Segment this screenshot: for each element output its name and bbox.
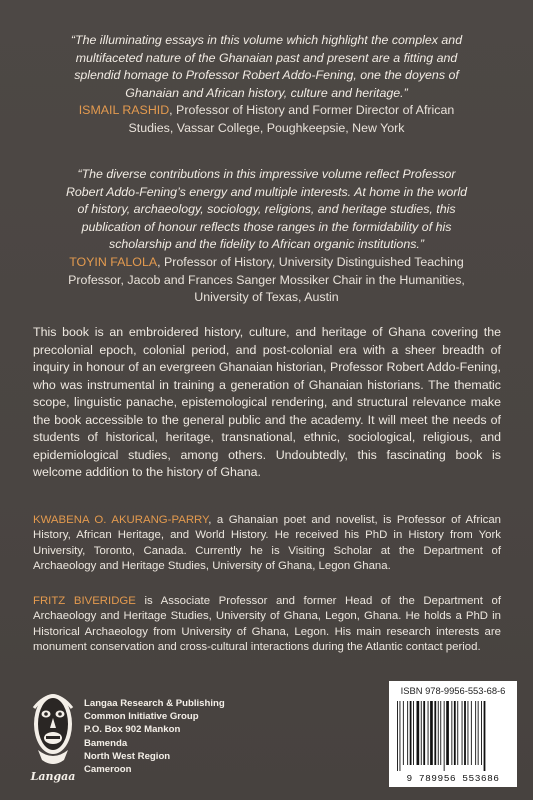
barcode-bar [457, 701, 458, 765]
affiliation-line: Studies, Vassar College, Poughkeepsie, New York [128, 120, 405, 135]
barcode-bar [407, 701, 408, 765]
quote-line: Robert Addo-Fening’s energy and multiple interests. At home in the world [65, 184, 468, 199]
author-bio-biveridge [33, 594, 501, 655]
barcode-bar [400, 701, 401, 771]
publisher-address [84, 697, 225, 776]
barcode-bar [444, 701, 445, 771]
barcode-bar [454, 701, 456, 765]
barcode-icon [395, 701, 511, 771]
barcode-bar [440, 701, 441, 765]
barcode-bar [462, 701, 463, 765]
affiliation-line: Professor, Jacob and Frances Sanger Mossiker Chair in the Humanities, [68, 272, 465, 287]
barcode-bar [468, 701, 469, 765]
barcode-bar [434, 701, 436, 765]
barcode-digits: 9 789956 553686 [406, 773, 500, 784]
barcode-bar [397, 701, 398, 771]
barcode-bar [421, 701, 422, 765]
barcode-bar [471, 701, 472, 765]
barcode-bar [430, 701, 433, 765]
barcode-bar [410, 701, 412, 765]
affiliation-line: , Professor of History, University Distinguished Teaching [157, 254, 464, 269]
quote-line: of history, archaeology, sociology, religions, and heritage studies, this [77, 202, 456, 217]
barcode-bar [417, 701, 420, 765]
author-bio-text: , a Ghanaian poet and novelist, is Professor of African History, African Heritage, and World History. He received his PhD in History from York University, Toronto, Canada. Currently he is Visiting Scholar at the Department of Archaeology and Heritage Studies, University of Ghana, Legon Ghana. [33, 514, 502, 572]
isbn-label: ISBN 978-9956-553-68-6 [400, 685, 506, 696]
barcode-bar [481, 701, 482, 765]
logo-wordmark: Langaa [30, 770, 76, 783]
endorsement-quote [22, 166, 511, 254]
barcode-bar [403, 701, 404, 765]
barcode-bar [438, 701, 439, 765]
endorsement-attribution [22, 254, 511, 307]
langaa-logo [30, 688, 76, 788]
publisher-line: Bamenda [84, 737, 128, 749]
barcode-bar [428, 701, 429, 765]
endorser-name: ISMAIL RASHID [78, 103, 170, 118]
publisher-line: Common Initiative Group [84, 711, 199, 723]
publisher-line: P.O. Box 902 Mankon [84, 724, 181, 736]
quote-line: Ghanaian and African history, culture and heritage.” [125, 85, 408, 100]
endorsement-rashid [22, 32, 511, 138]
book-blurb: This book is an embroidered history, culture, and heritage of Ghana covering the precolonial epoch, colonial period, and post-colonial era with a sheer breadth of inquiry in honour of an evergreen Ghanaian historian, Professor Robert Addo-Fening, who was instrumental in training a generation of Ghanaian historians. The thematic scope, linguistic panache, epistemological rendering, and structural relevance make the book accessible to the general public and the academy. It will meet the needs of students of historical, heritage, transnational, ethnic, sociological, religious, and epidemiological studies, among others. Undoubtedly, this fascinating book is welcome addition to the history of Ghana. [33, 325, 501, 479]
barcode-bar [484, 701, 486, 771]
isbn-barcode-box [389, 681, 517, 787]
barcode-bar [464, 701, 466, 765]
quote-line: publication of honour reflects those ranges in the formidability of his [81, 219, 452, 234]
publisher-line: Cameroon [84, 764, 132, 776]
endorsement-falola [22, 166, 511, 307]
barcode-bar [413, 701, 414, 765]
quote-line: splendid homage to Professor Robert Addo-Fening, one the doyens of [74, 68, 459, 83]
author-name: FRITZ BIVERIDGE [33, 595, 136, 607]
barcode-bar [475, 701, 476, 765]
quote-line: scholarship and the fidelity to African organic institutions.” [109, 237, 424, 252]
barcode-bar [446, 701, 449, 765]
quote-line: “The diverse contributions in this impressive volume reflect Professor [77, 167, 456, 181]
publisher-line: Langaa Research & Publishing [84, 698, 225, 709]
endorsement-quote [22, 32, 511, 102]
endorsement-attribution [22, 102, 511, 137]
author-bio-akurang-parry [33, 513, 501, 574]
quote-line: “The illuminating essays in this volume which highlight the complex and [70, 33, 463, 47]
barcode-bar [478, 701, 479, 765]
quote-line: multifaceted nature of the Ghanaian past and present are a fitting and [75, 50, 458, 65]
affiliation-line: University of Texas, Austin [194, 290, 339, 305]
author-name: KWABENA O. AKURANG-PARRY [33, 514, 209, 526]
publisher-line: North West Region [84, 750, 171, 762]
affiliation-line: , Professor of History and Former Director of African [169, 103, 455, 118]
author-bio-text: is Associate Professor and former Head of the Department of Archaeology and Heritage Studies, University of Ghana, Legon, Ghana. He holds a PhD in Historical Archaeology from University of Ghana, Legon. His main research interests are monument conservation and cross-cultural interactions during the Atlantic contact period. [33, 595, 501, 653]
barcode-bar [423, 701, 425, 765]
barcode-bar [451, 701, 452, 765]
endorser-name: TOYIN FALOLA [69, 254, 158, 269]
